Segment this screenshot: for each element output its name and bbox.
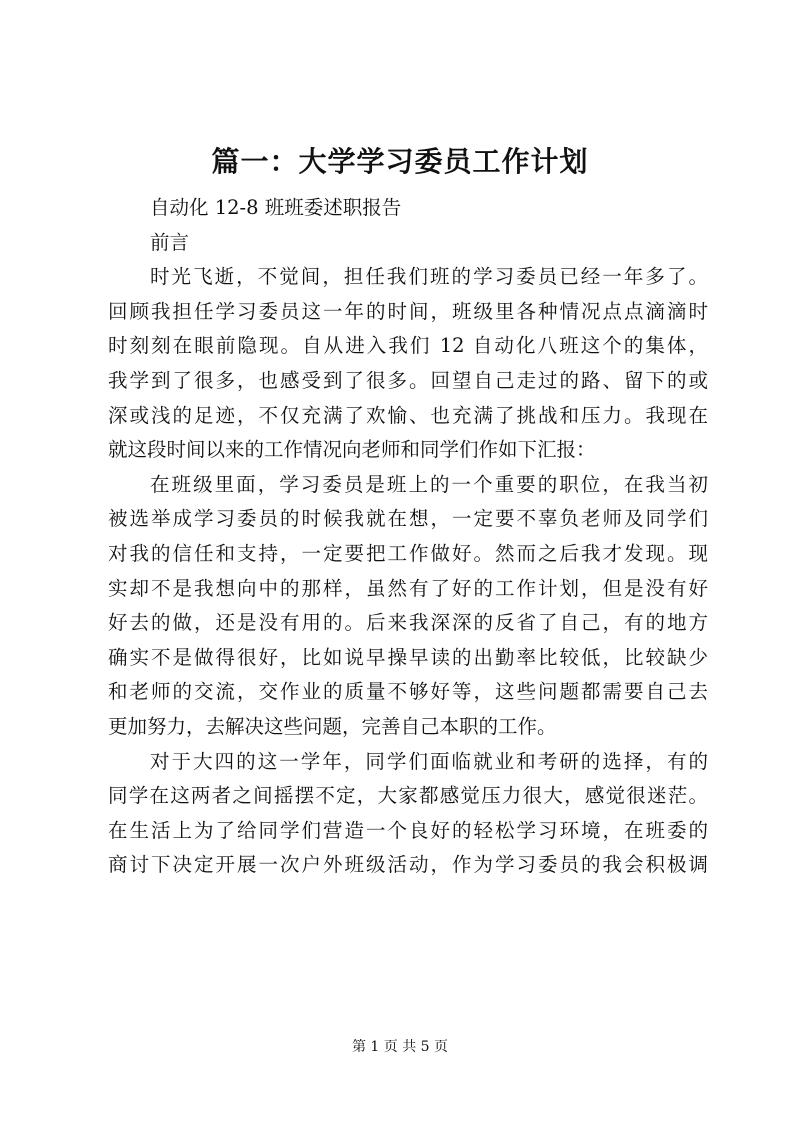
paragraph-line: 我学到了很多，也感受到了很多。回望自己走过的路、留下的或 bbox=[108, 368, 708, 392]
paragraph-line: 对于大四的这一学年，同学们面临就业和考研的选择，有的 bbox=[150, 749, 708, 773]
paragraph-line: 同学在这两者之间摇摆不定，大家都感觉压力很大，感觉很迷茫。 bbox=[108, 784, 708, 808]
paragraph-line: 好去的做，还是没有用的。后来我深深的反省了自己，有的地方 bbox=[108, 611, 708, 635]
paragraph-line: 时光飞逝，不觉间，担任我们班的学习委员已经一年多了。 bbox=[150, 265, 708, 289]
subtitle-line: 自动化 12-8 班班委述职报告 bbox=[150, 196, 402, 219]
paragraph-line: 在生活上为了给同学们营造一个良好的轻松学习环境，在班委的 bbox=[108, 818, 708, 842]
paragraph-line: 时刻刻在眼前隐现。自从进入我们 12 自动化八班这个的集体， bbox=[108, 334, 708, 358]
preface-heading: 前言 bbox=[150, 230, 190, 254]
page-footer: 第 1 页 共 5 页 bbox=[351, 1039, 449, 1055]
paragraph-line: 确实不是做得很好，比如说早操早读的出勤率比较低，比较缺少 bbox=[108, 645, 708, 669]
paragraph-line: 和老师的交流，交作业的质量不够好等，这些问题都需要自己去 bbox=[108, 680, 708, 704]
paragraph-line: 回顾我担任学习委员这一年的时间，班级里各种情况点点滴滴时 bbox=[108, 299, 708, 323]
paragraph-line: 商讨下决定开展一次户外班级活动，作为学习委员的我会积极调 bbox=[108, 853, 708, 877]
paragraph-line: 就这段时间以来的工作情况向老师和同学们作如下汇报： bbox=[108, 438, 596, 462]
document-title: 篇一：大学学习委员工作计划 bbox=[211, 145, 589, 178]
paragraph-line: 被选举成学习委员的时候我就在想，一定要不辜负老师及同学们 bbox=[108, 507, 708, 531]
paragraph-line: 实却不是我想向中的那样，虽然有了好的工作计划，但是没有好 bbox=[108, 576, 708, 600]
paragraph-line: 对我的信任和支持，一定要把工作做好。然而之后我才发现。现 bbox=[108, 541, 708, 565]
document-body bbox=[108, 191, 708, 883]
paragraph-line: 在班级里面，学习委员是班上的一个重要的职位，在我当初 bbox=[150, 472, 708, 496]
paragraph-line: 深或浅的足迹，不仅充满了欢愉、也充满了挑战和压力。我现在 bbox=[108, 403, 708, 427]
paragraph-line: 更加努力，去解决这些问题，完善自己本职的工作。 bbox=[108, 714, 557, 738]
